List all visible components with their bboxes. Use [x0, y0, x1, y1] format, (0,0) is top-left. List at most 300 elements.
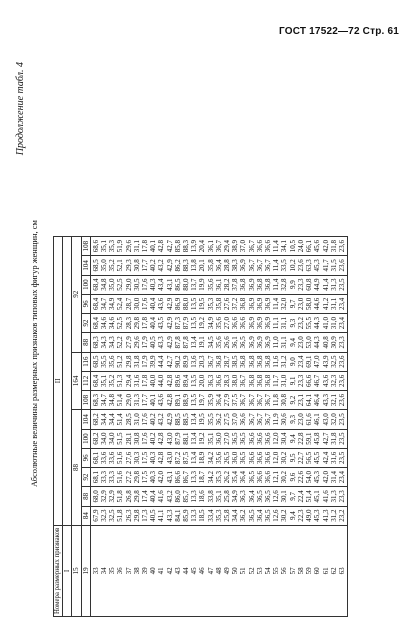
data-cell: 46,7: [313, 374, 322, 388]
row-number: 60: [313, 567, 322, 575]
data-cell: 26,3: [124, 509, 133, 522]
data-cell: 43,2: [157, 413, 166, 426]
data-cell: 17,4: [141, 490, 150, 503]
data-cell: 32,0: [329, 413, 338, 426]
row-number: 56: [280, 567, 289, 575]
data-cell: 11,1: [272, 317, 281, 330]
data-cell: 43,3: [157, 336, 166, 349]
data-cell: 46,4: [313, 394, 322, 407]
data-cell: 31,3: [132, 394, 141, 407]
data-cell: 12,0: [272, 451, 281, 465]
data-cell: 35,4: [231, 471, 240, 484]
data-cell: 29,8: [124, 355, 133, 368]
data-cell: 36,4: [214, 394, 223, 407]
data-cell: 23,3: [337, 490, 346, 503]
data-cell: 36,7: [264, 259, 273, 272]
data-cell: 27,6: [124, 451, 133, 465]
data-cell: 11,0: [272, 336, 281, 349]
column-header: 88: [81, 333, 90, 352]
data-cell: 23,0: [296, 336, 305, 349]
data-cell: 17,7: [141, 394, 150, 407]
data-cell: 29,8: [132, 509, 141, 522]
row-number: 49: [223, 567, 232, 575]
data-cell: 35,2: [108, 374, 117, 388]
data-cell: 88,3: [182, 240, 191, 253]
data-cell: 23,6: [296, 259, 305, 272]
data-cell: 39,9: [149, 355, 158, 368]
data-cell: 23,6: [337, 394, 346, 407]
data-cell: 87,8: [182, 336, 191, 349]
data-cell: 85,9: [182, 509, 191, 522]
data-cell: 85,7: [182, 490, 191, 503]
data-cell: 31,3: [329, 490, 338, 503]
data-cell: 42,9: [165, 259, 174, 272]
row-number: 39: [141, 567, 150, 575]
column-header: 96: [81, 448, 90, 467]
data-cell: 26,2: [223, 471, 232, 484]
data-cell: 36,5: [264, 490, 273, 503]
data-cell: 27,9: [223, 394, 232, 407]
data-cell: 27,0: [223, 317, 232, 330]
data-cell: 34,3: [100, 336, 109, 349]
data-cell: 11,9: [272, 413, 281, 426]
data-cell: 13,9: [190, 240, 199, 253]
data-cell: 23,6: [337, 374, 346, 388]
data-cell: 35,3: [206, 297, 215, 311]
data-cell: 34,1: [280, 240, 289, 253]
data-cell: 51,4: [305, 490, 314, 503]
data-cell: 43,1: [165, 471, 174, 484]
row-number: 38: [132, 567, 141, 575]
data-cell: 27,2: [124, 471, 133, 484]
data-cell: 18,7: [198, 471, 207, 484]
data-cell: 59,1: [305, 432, 314, 445]
data-column: [90, 314, 347, 333]
data-cell: 22,6: [296, 471, 305, 484]
data-cell: 19,2: [198, 432, 207, 445]
data-cell: 42,0: [321, 471, 330, 484]
data-cell: 17,6: [141, 432, 150, 445]
data-cell: 68,1: [91, 451, 100, 465]
data-cell: 36,5: [247, 471, 256, 484]
data-cell: 68,1: [91, 471, 100, 484]
data-cell: 17,9: [141, 336, 150, 349]
data-cell: 30,9: [329, 336, 338, 349]
data-cell: 45,1: [313, 490, 322, 503]
data-cell: 32,5: [329, 355, 338, 368]
data-cell: 51,3: [116, 374, 125, 388]
data-cell: 36,9: [247, 297, 256, 311]
row-number: 62: [329, 567, 338, 575]
data-cell: 9,1: [288, 376, 297, 386]
data-cell: 34,4: [100, 413, 109, 426]
data-cell: 52,2: [116, 336, 125, 349]
data-cell: 44,0: [157, 374, 166, 388]
data-cell: 38,0: [231, 374, 240, 388]
data-column: [90, 256, 347, 275]
data-cell: 42,7: [165, 355, 174, 368]
data-column: [90, 275, 347, 294]
data-cell: 30,0: [132, 297, 141, 311]
data-cell: 11,6: [272, 355, 281, 368]
data-column: [90, 237, 347, 256]
data-column: [90, 506, 347, 525]
data-cell: 34,9: [108, 297, 117, 311]
data-cell: 43,5: [157, 317, 166, 330]
data-cell: 23,5: [337, 432, 346, 445]
data-cell: 23,4: [337, 317, 346, 330]
data-cell: 40,2: [149, 432, 158, 445]
data-cell: 44,9: [313, 278, 322, 291]
data-cell: 31,8: [132, 355, 141, 368]
data-cell: 61,6: [305, 413, 314, 426]
data-cell: 36,6: [239, 317, 248, 330]
data-cell: 36,5: [231, 432, 240, 445]
data-cell: 28,7: [223, 355, 232, 368]
data-cell: 36,9: [264, 317, 273, 330]
data-cell: 30,2: [280, 509, 289, 522]
data-cell: 36,9: [247, 336, 256, 349]
data-cell: 46,1: [313, 413, 322, 426]
row-number: 46: [198, 567, 207, 575]
data-cell: 36,0: [231, 451, 240, 465]
data-cell: 33,4: [206, 509, 215, 522]
data-cell: 33,8: [206, 490, 215, 503]
data-cell: 87,9: [173, 432, 182, 445]
data-cell: 17,7: [141, 259, 150, 272]
data-cell: 85,8: [173, 240, 182, 253]
data-cell: 36,7: [214, 240, 223, 253]
data-cell: 33,3: [100, 471, 109, 484]
data-cell: 12,6: [272, 490, 281, 503]
data-cell: 29,8: [132, 471, 141, 484]
data-cell: 36,8: [255, 355, 264, 368]
data-cell: 68,5: [91, 259, 100, 272]
data-cell: 45,3: [313, 509, 322, 522]
data-cell: 32,1: [329, 394, 338, 407]
data-cell: 32,3: [100, 509, 109, 522]
data-cell: 52,4: [116, 297, 125, 311]
row-number: 51: [239, 567, 248, 575]
data-cell: 25,8: [223, 490, 232, 503]
data-cell: 43,2: [157, 259, 166, 272]
data-cell: 37,2: [231, 297, 240, 311]
data-cell: 56,5: [305, 451, 314, 465]
data-cell: 49,0: [305, 509, 314, 522]
data-cell: 27,0: [223, 432, 232, 445]
data-cell: 35,0: [100, 259, 109, 272]
data-cell: 28,3: [223, 374, 232, 388]
data-cell: 40,3: [149, 278, 158, 291]
data-cell: 19,9: [198, 278, 207, 291]
data-cell: 10,5: [288, 240, 297, 253]
data-cell: 90,2: [173, 355, 182, 368]
top-header: II: [54, 237, 63, 526]
data-cell: 35,0: [108, 278, 117, 291]
data-cell: 35,3: [108, 240, 117, 253]
data-cell: 31,5: [329, 259, 338, 272]
data-cell: 26,8: [124, 490, 133, 503]
data-cell: 88,3: [182, 259, 191, 272]
data-cell: 29,8: [132, 317, 141, 330]
data-cell: 42,9: [165, 317, 174, 330]
column-header: 100: [81, 429, 90, 448]
data-cell: 29,3: [124, 259, 133, 272]
data-cell: 36,1: [214, 278, 223, 291]
data-cell: 36,9: [247, 317, 256, 330]
column-header: 92: [81, 314, 90, 333]
data-cell: 68,4: [91, 297, 100, 311]
data-cell: 36,3: [206, 374, 215, 388]
data-cell: 43,0: [165, 451, 174, 465]
data-cell: 30,6: [280, 413, 289, 426]
data-cell: 23,2: [296, 317, 305, 330]
data-cell: 36,6: [214, 374, 223, 388]
data-cell: 23,6: [337, 240, 346, 253]
data-cell: 44,3: [313, 317, 322, 330]
data-cell: 89,9: [182, 355, 191, 368]
data-cell: 42,0: [321, 240, 330, 253]
data-cell: 13,4: [190, 432, 199, 445]
data-cell: 20,3: [198, 355, 207, 368]
data-cell: 36,6: [247, 451, 256, 465]
row-number: 52: [247, 567, 256, 575]
data-cell: 36,7: [247, 394, 256, 407]
data-cell: 51,5: [116, 432, 125, 445]
data-cell: 13,5: [190, 317, 199, 330]
data-cell: 41,3: [321, 509, 330, 522]
data-cell: 68,3: [91, 394, 100, 407]
data-cell: 52,5: [116, 317, 125, 330]
data-cell: 34,4: [231, 509, 240, 522]
data-cell: 17,5: [141, 471, 150, 484]
column-header: 92: [81, 468, 90, 487]
row-number: 50: [231, 567, 240, 575]
data-cell: 40,3: [149, 451, 158, 465]
row-number: 47: [206, 567, 215, 575]
data-cell: 34,8: [100, 278, 109, 291]
table-container: [15, 62, 383, 617]
row-number: 48: [214, 567, 223, 575]
data-cell: 36,5: [264, 509, 273, 522]
data-cell: 89,6: [173, 374, 182, 388]
data-cell: 37,0: [239, 240, 248, 253]
data-cell: 36,7: [264, 394, 273, 407]
column-header: 96: [81, 294, 90, 313]
data-cell: 68,0: [91, 490, 100, 503]
data-cell: 23,4: [296, 355, 305, 368]
data-cell: 13,3: [190, 471, 199, 484]
row-sub-2: 15: [72, 525, 81, 616]
data-cell: 42,8: [165, 374, 174, 388]
data-cell: 17,8: [141, 240, 150, 253]
data-cell: 31,6: [329, 451, 338, 465]
data-cell: 68,4: [91, 374, 100, 388]
data-cell: 30,1: [280, 490, 289, 503]
data-cell: 35,1: [100, 374, 109, 388]
column-header: 116: [81, 352, 90, 371]
data-cell: 35,1: [206, 432, 215, 445]
data-cell: 45,5: [313, 451, 322, 465]
data-cell: 35,6: [214, 336, 223, 349]
data-cell: 40,0: [149, 374, 158, 388]
data-cell: 42,8: [157, 432, 166, 445]
data-cell: 32,9: [100, 490, 109, 503]
data-cell: 23,4: [337, 471, 346, 484]
data-cell: 36,8: [239, 297, 248, 311]
data-cell: 22,3: [296, 509, 305, 522]
data-cell: 33,5: [280, 259, 289, 272]
data-cell: 34,8: [108, 394, 117, 407]
group-header: 164: [72, 352, 81, 410]
data-cell: 28,8: [223, 259, 232, 272]
row-header: Номера размерных признаков: [54, 525, 63, 616]
data-cell: 42,7: [321, 432, 330, 445]
data-cell: 19,1: [198, 336, 207, 349]
data-cell: 13,4: [190, 336, 199, 349]
data-cell: 9,5: [288, 453, 297, 463]
data-cell: 28,7: [124, 297, 133, 311]
data-cell: 43,4: [157, 278, 166, 291]
data-cell: 43,0: [165, 432, 174, 445]
data-cell: 17,3: [141, 509, 150, 522]
data-cell: 36,8: [264, 355, 273, 368]
column-header: 108: [81, 237, 90, 256]
data-cell: 30,3: [132, 451, 141, 465]
data-cell: 36,7: [247, 240, 256, 253]
data-cell: 43,6: [321, 374, 330, 388]
data-cell: 23,3: [296, 374, 305, 388]
data-cell: 45,3: [313, 259, 322, 272]
data-cell: 36,8: [247, 355, 256, 368]
data-cell: 13,3: [190, 509, 199, 522]
data-cell: 40,2: [149, 413, 158, 426]
data-column: [90, 487, 347, 506]
data-cell: 36,9: [255, 336, 264, 349]
data-cell: 11,4: [272, 297, 281, 310]
column-header: 88: [81, 487, 90, 506]
row-number: 41: [157, 567, 166, 575]
data-cell: 31,6: [132, 374, 141, 388]
data-cell: 23,3: [337, 336, 346, 349]
data-cell: 41,7: [321, 259, 330, 272]
table-caption: Абсолютные величины размерных признаков типовых фигур женщин, см: [29, 220, 39, 487]
data-cell: 19,2: [198, 317, 207, 330]
data-cell: 41,2: [321, 297, 330, 311]
data-cell: 86,7: [182, 471, 191, 484]
data-column: [90, 448, 347, 467]
data-cell: 34,6: [100, 317, 109, 330]
data-cell: 34,2: [206, 471, 215, 484]
data-cell: 36,6: [255, 240, 264, 253]
data-cell: 9,3: [288, 415, 297, 424]
data-cell: 68,6: [91, 240, 100, 253]
data-cell: 84,1: [173, 509, 182, 522]
data-cell: 45,3: [313, 471, 322, 484]
data-cell: 35,6: [108, 355, 117, 368]
data-cell: 31,1: [132, 240, 141, 253]
data-cell: 34,3: [108, 336, 117, 349]
data-cell: 31,2: [280, 355, 289, 368]
row-number: 53: [255, 567, 264, 575]
data-cell: 86,2: [173, 259, 182, 272]
column-header: 112: [81, 371, 90, 390]
data-cell: 36,5: [239, 451, 248, 465]
data-cell: 44,3: [313, 336, 322, 349]
row-number: 36: [116, 567, 125, 575]
data-cell: 88,0: [182, 278, 191, 291]
data-cell: 40,5: [149, 509, 158, 522]
column-header: 100: [81, 275, 90, 294]
data-cell: 36,7: [206, 355, 215, 368]
data-cell: 87,3: [173, 317, 182, 330]
data-cell: 36,6: [264, 240, 273, 253]
data-column: [90, 371, 347, 390]
data-cell: 43,0: [321, 413, 330, 426]
data-cell: 35,6: [206, 278, 215, 291]
data-cell: 36,4: [214, 259, 223, 272]
data-cell: 11,8: [272, 394, 281, 407]
data-cell: 9,4: [288, 338, 297, 347]
data-cell: 30,2: [280, 451, 289, 465]
data-cell: 36,1: [231, 336, 240, 349]
data-cell: 51,8: [116, 509, 125, 522]
data-cell: 29,6: [132, 336, 141, 349]
data-cell: 13,6: [190, 355, 199, 368]
data-cell: 12,0: [272, 432, 281, 445]
data-cell: 23,1: [296, 394, 305, 407]
data-cell: 36,4: [247, 490, 256, 503]
data-cell: 51,6: [116, 451, 125, 465]
data-cell: 42,9: [165, 336, 174, 349]
data-cell: 38,9: [231, 240, 240, 253]
data-cell: 60,8: [305, 278, 314, 291]
data-cell: 9,7: [288, 492, 297, 501]
data-cell: 51,2: [116, 355, 125, 368]
data-cell: 35,3: [214, 509, 223, 522]
data-cell: 42,9: [165, 297, 174, 311]
data-cell: 28,5: [124, 413, 133, 426]
data-cell: 25,8: [223, 509, 232, 522]
data-cell: 66,1: [305, 240, 314, 253]
data-cell: 47,0: [313, 355, 322, 368]
data-cell: 36,6: [239, 413, 248, 426]
data-cell: 13,5: [190, 297, 199, 311]
data-cell: 31,1: [280, 317, 289, 330]
data-cell: 36,6: [255, 451, 264, 465]
data-cell: 35,8: [214, 297, 223, 311]
data-cell: 51,4: [116, 413, 125, 426]
data-cell: 41,1: [157, 509, 166, 522]
header-blank: [63, 237, 72, 526]
data-cell: 36,5: [255, 490, 264, 503]
data-cell: 23,6: [337, 355, 346, 368]
data-cell: 11,7: [272, 374, 281, 387]
data-cell: 33,3: [108, 471, 117, 484]
data-cell: 27,6: [223, 297, 232, 311]
data-cell: 31,8: [329, 432, 338, 445]
data-cell: 40,3: [149, 471, 158, 484]
data-cell: 40,8: [321, 336, 330, 349]
data-cell: 18,6: [198, 490, 207, 503]
data-cell: 23,0: [296, 413, 305, 426]
data-cell: 36,0: [214, 432, 223, 445]
row-number: 34: [100, 567, 109, 575]
data-cell: 41,6: [157, 490, 166, 503]
data-cell: 51,4: [116, 394, 125, 407]
data-cell: 32,5: [108, 509, 117, 522]
data-cell: 40,2: [149, 259, 158, 272]
